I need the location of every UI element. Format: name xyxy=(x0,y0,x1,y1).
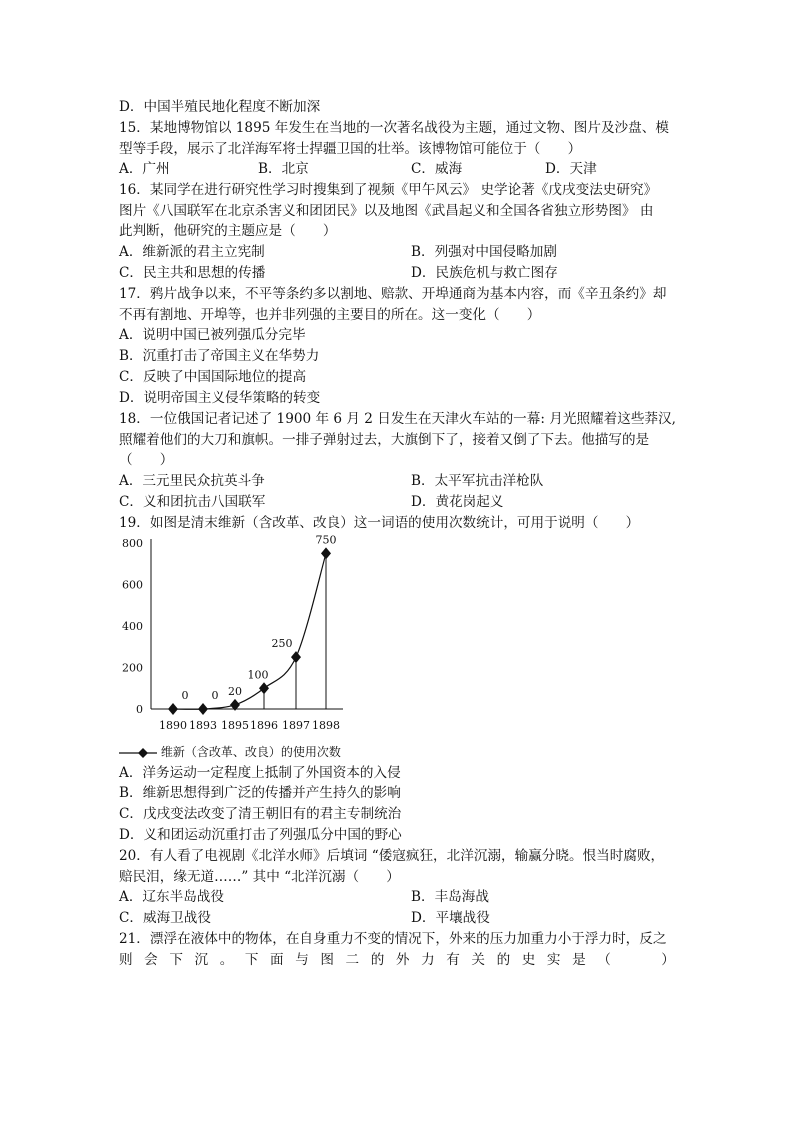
q17-stem-line2: 不再有割地、开埠等，也并非列强的主要目的所在。这一变化（ ） xyxy=(119,307,541,323)
q21-char: 力 xyxy=(421,952,435,968)
q17-option-c: C．反映了中国国际地位的提高 xyxy=(119,369,307,385)
drop-lines xyxy=(235,553,326,709)
q21-char: 外 xyxy=(395,952,410,968)
q21-char: 下 xyxy=(244,952,259,968)
q21-char: 会 xyxy=(144,952,158,968)
q21-char: 面 xyxy=(270,952,284,968)
q20-option-a: A．辽东半岛战役 xyxy=(119,889,224,905)
usage-count-chart xyxy=(119,533,359,735)
q16-option-c: C．民主共和思想的传播 xyxy=(119,265,266,281)
x-tick-label: 1898 xyxy=(312,719,340,732)
q20-stem-line2: 赔民泪，缘无道……” 其中 “北洋沉溺（ ） xyxy=(119,869,400,885)
q21-char: 二 xyxy=(345,952,360,968)
q15-option-d: D．天津 xyxy=(545,161,597,177)
y-tick-label: 200 xyxy=(122,661,143,675)
q18-stem-line1: 18．一位俄国记者记述了 1900 年 6 月 2 日发生在天津火车站的一幕: 月光照耀着这些莽汉, xyxy=(119,411,676,427)
x-tick-labels xyxy=(159,719,340,732)
q21-stem-line2 xyxy=(119,950,675,970)
data-label: 100 xyxy=(247,668,269,682)
q20-option-c: C．威海卫战役 xyxy=(119,910,211,926)
q21-char: 则 xyxy=(119,952,133,968)
q21-char: 关 xyxy=(471,952,485,968)
q18-option-b: B．太平军抗击洋枪队 xyxy=(411,473,544,489)
chart-axes xyxy=(151,539,343,709)
q15-option-a: A．广州 xyxy=(119,161,170,177)
q16-stem-line1: 16．某同学在进行研究性学习时搜集到了视频《甲午风云》 史学论著《戊戌变法史研究》 xyxy=(119,182,658,198)
legend-line-diamond-icon xyxy=(119,747,157,759)
q21-char: 图 xyxy=(320,952,334,968)
q15-stem-line1: 15．某地博物馆以 1895 年发生在当地的一次著名战役为主题，通过文物、图片及沙盘、模 xyxy=(119,120,669,136)
x-tick-label: 1896 xyxy=(250,719,278,732)
data-labels xyxy=(182,533,337,702)
q21-char: 是 xyxy=(572,952,586,968)
q20-option-b: B．丰岛海战 xyxy=(411,889,489,905)
q21-char: 与 xyxy=(295,952,309,968)
q21-stem-line1: 21．漂浮在液体中的物体，在自身重力不变的情况下，外来的压力加重力小于浮力时，反之 xyxy=(119,931,667,947)
q19-stem: 19．如图是清末维新（含改革、改良）这一词语的使用次数统计，可用于说明（ ） xyxy=(119,515,640,531)
legend-label: 维新（含改革、改良）的使用次数 xyxy=(160,745,341,759)
q15-option-c: C．威海 xyxy=(411,161,463,177)
data-label: 0 xyxy=(181,689,189,702)
q16-option-b: B．列强对中国侵略加剧 xyxy=(411,244,557,260)
q18-option-a: A．三元里民众抗英斗争 xyxy=(119,473,265,489)
q16-option-a: A．维新派的君主立宪制 xyxy=(119,244,265,260)
data-points xyxy=(168,547,331,715)
q19-option-d: D．义和团运动沉重打击了列强瓜分中国的野心 xyxy=(119,827,402,843)
q20-stem-line1: 20．有人看了电视剧《北洋水师》后填词 “倭寇疯狂，北洋沉溺，输赢分晓。恨当时腐败， xyxy=(119,848,665,864)
q16-option-d: D．民族危机与救亡图存 xyxy=(411,265,558,281)
q21-char: 史 xyxy=(521,952,536,968)
data-point xyxy=(291,651,301,663)
q16-stem-line2: 图片《八国联军在北京杀害义和团团民》以及地图《武昌起义和全国各省独立形势图》 由 xyxy=(119,203,654,219)
q19-option-c: C．戊戌变法改变了清王朝旧有的君主专制统治 xyxy=(119,806,402,822)
data-point xyxy=(168,703,178,715)
q21-char: 有 xyxy=(446,952,460,968)
q15-stem-line2: 型等手段，展示了北洋海军将士捍疆卫国的壮举。该博物馆可能位于（ ） xyxy=(119,141,582,157)
x-tick-label: 1890 xyxy=(159,719,187,732)
q21-char: 实 xyxy=(546,952,561,968)
series-line xyxy=(173,553,326,709)
q17-option-b: B．沉重打击了帝国主义在华势力 xyxy=(119,348,320,364)
chart-legend xyxy=(119,742,341,762)
q20-option-d: D．平壤战役 xyxy=(411,910,490,926)
y-tick-label: 0 xyxy=(136,703,143,716)
y-tick-label: 600 xyxy=(122,578,143,592)
q21-char: 的 xyxy=(370,952,385,968)
q15-option-b: B．北京 xyxy=(258,161,309,177)
x-tick-label: 1893 xyxy=(189,719,217,732)
x-tick-label: 1895 xyxy=(221,719,249,732)
q21-char: （ xyxy=(597,952,611,968)
q21-char: ） xyxy=(661,952,675,968)
q14-option-d: D．中国半殖民地化程度不断加深 xyxy=(119,99,321,115)
q16-stem-line3: 此判断，他研究的主题应是（ ） xyxy=(119,223,337,239)
data-label: 250 xyxy=(271,637,293,651)
y-tick-label: 400 xyxy=(122,620,143,633)
q18-stem-line3: （ ） xyxy=(119,452,174,468)
q21-char: 的 xyxy=(496,952,511,968)
q17-stem-line1: 17．鸦片战争以来，不平等条约多以割地、赔款、开埠通商为基本内容，而《辛丑条约》却 xyxy=(119,286,667,302)
q21-char: 沉 xyxy=(194,952,209,968)
q21-char: 。 xyxy=(219,952,234,968)
q19-option-b: B．维新思想得到广泛的传播并产生持久的影响 xyxy=(119,785,401,801)
y-tick-label: 800 xyxy=(122,537,143,550)
q21-char: 下 xyxy=(169,952,183,968)
q21-char xyxy=(622,950,649,970)
q18-option-d: D．黄花岗起义 xyxy=(411,494,504,510)
q17-option-a: A．说明中国已被列强瓜分完毕 xyxy=(119,327,306,343)
data-point xyxy=(259,682,269,694)
data-point xyxy=(198,703,208,715)
q19-option-a: A．洋务运动一定程度上抵制了外国资本的入侵 xyxy=(119,765,401,781)
x-tick-label: 1897 xyxy=(282,719,310,732)
q18-stem-line2: 照耀着他们的大刀和旗帜。一排子弹射过去，大旗倒下了，接着又倒了下去。他描写的是 xyxy=(119,432,650,448)
y-tick-labels xyxy=(122,537,143,716)
q18-option-c: C．义和团抗击八国联军 xyxy=(119,494,266,510)
data-label: 750 xyxy=(315,533,337,547)
data-point xyxy=(321,547,331,559)
data-label: 20 xyxy=(228,684,242,698)
data-label: 0 xyxy=(211,689,219,702)
q17-option-d: D．说明帝国主义侵华策略的转变 xyxy=(119,390,321,406)
